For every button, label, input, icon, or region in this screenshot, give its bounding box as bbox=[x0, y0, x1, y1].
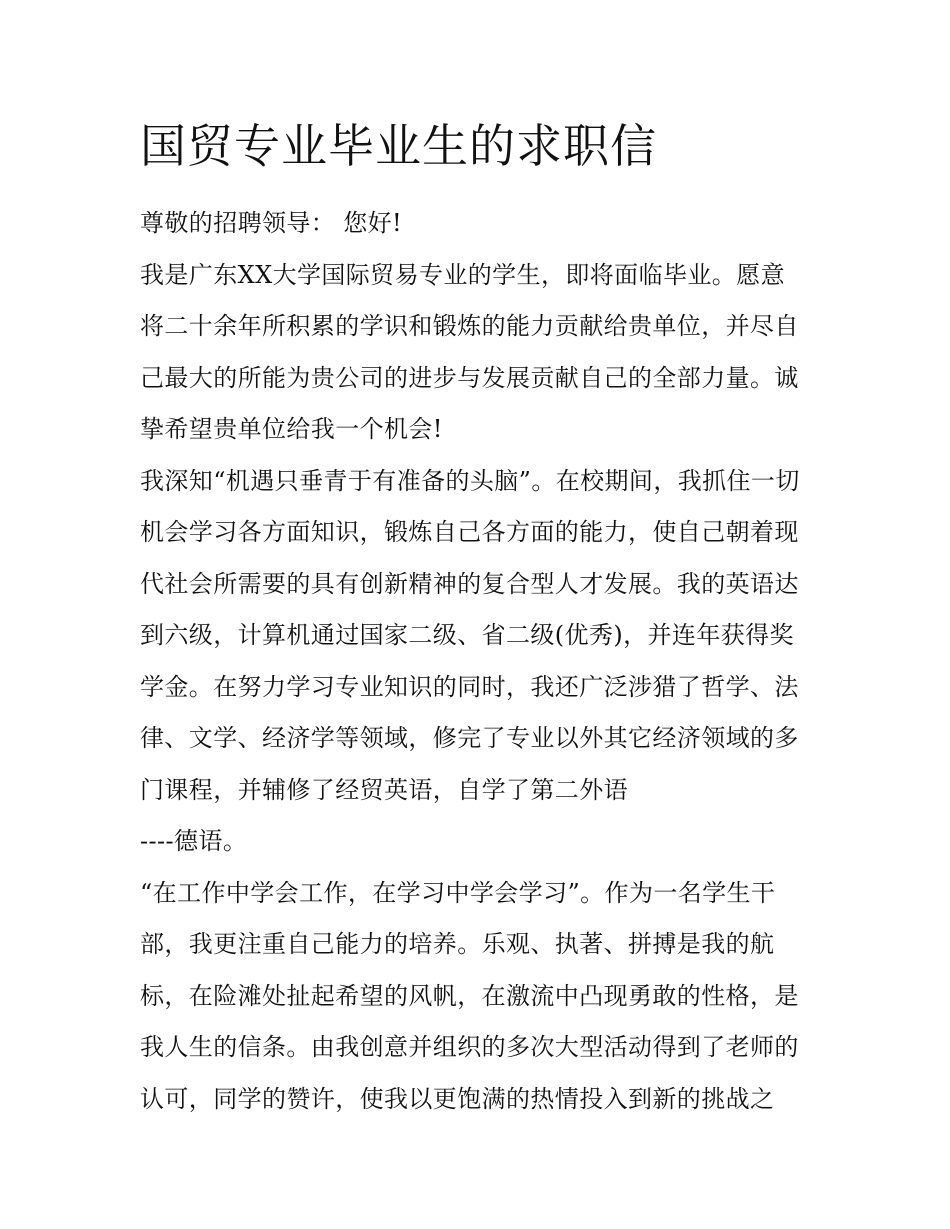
text-line: 我是广东XX大学国际贸易专业的学生，即将面临毕业。愿意 bbox=[140, 260, 785, 289]
text-line: 标，在险滩处扯起希望的风帆，在激流中凸现勇敢的性格，是 bbox=[140, 981, 799, 1010]
text-line: ----德语。 bbox=[140, 827, 248, 855]
text-line: 尊敬的招聘领导： 您好! bbox=[140, 209, 403, 237]
letter-body bbox=[140, 198, 820, 1125]
document-title: 国贸专业毕业生的求职信 bbox=[140, 119, 657, 173]
text-line: 学金。在努力学习专业知识的同时，我还广泛涉猎了哲学、法 bbox=[140, 672, 799, 701]
text-line: 我人生的信条。由我创意并组织的多次大型活动得到了老师的 bbox=[140, 1033, 799, 1061]
text-line: “在工作中学会工作，在学习中学会学习”。作为一名学生干 bbox=[140, 878, 776, 907]
text-line: 我深知“机遇只垂青于有准备的头脑”。在校期间，我抓住一切 bbox=[140, 466, 800, 495]
text-line: 机会学习各方面知识，锻炼自己各方面的能力，使自己朝着现 bbox=[140, 518, 799, 546]
text-line: 代社会所需要的具有创新精神的复合型人才发展。我的英语达 bbox=[140, 569, 799, 598]
text-line: 门课程，并辅修了经贸英语，自学了第二外语 bbox=[140, 775, 628, 804]
text-line: 己最大的所能为贵公司的进步与发展贡献自己的全部力量。诚 bbox=[140, 363, 799, 392]
text-line: 部，我更注重自己能力的培养。乐观、执著、拼搏是我的航 bbox=[140, 930, 775, 958]
text-line: 挚希望贵单位给我一个机会! bbox=[140, 415, 443, 443]
text-line: 到六级，计算机通过国家二级、省二级(优秀)，并连年获得奖 bbox=[140, 621, 794, 649]
text-line: 将二十余年所积累的学识和锻炼的能力贡献给贵单位，并尽自 bbox=[140, 312, 799, 340]
text-line: 认可，同学的赞许，使我以更饱满的热情投入到新的挑战之 bbox=[140, 1084, 775, 1113]
text-line: 律、文学、经济学等领域，修完了专业以外其它经济领域的多 bbox=[140, 724, 799, 752]
